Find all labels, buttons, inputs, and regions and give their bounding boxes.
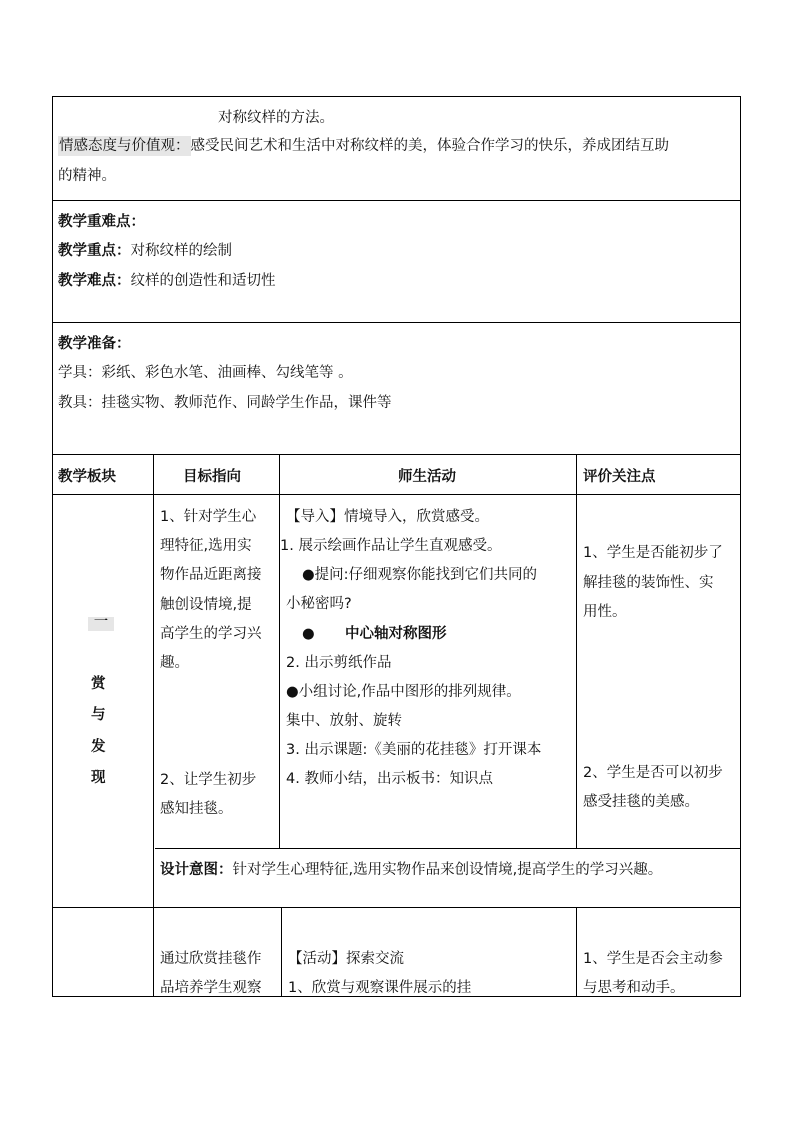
goal-line: 感知挂毯。	[160, 801, 233, 817]
activity-line: ●小组讨论,作品中图形的排列规律。	[286, 684, 521, 700]
design-intent	[160, 858, 662, 879]
activity-line: ●提问:仔细观察你能找到它们共同的	[302, 567, 538, 583]
design-intent-text: 针对学生心理特征,选用实物作品来创设情境,提高学生的学习兴趣。	[232, 862, 663, 878]
objective-continuation: 对称纹样的方法。	[218, 110, 334, 126]
evaluation-line: 2、学生是否可以初步	[583, 765, 723, 781]
emotion-text: 感受民间艺术和生活中对称纹样的美，体验合作学习的快乐，养成团结互助	[190, 138, 669, 154]
emotion-text-continued: 的精神。	[58, 168, 116, 184]
activity-line: ● 中心轴对称图形	[302, 626, 447, 642]
difficulty-text: 纹样的创造性和适切性	[130, 273, 276, 289]
section-number: 一	[88, 614, 114, 631]
teacher-tools: 教具：挂毯实物、教师范作、同龄学生作品，课件等	[58, 395, 392, 411]
goal-line: 理特征,选用实	[160, 538, 252, 554]
activity-line: 2. 出示剪纸作品	[286, 655, 392, 671]
key-points-heading: 教学重难点：	[58, 214, 145, 230]
activity-line: 集中、放射、旋转	[286, 713, 402, 729]
activity-line: 【活动】探索交流	[288, 951, 404, 967]
header-activity: 师生活动	[398, 469, 456, 485]
goal-line: 2、让学生初步	[160, 772, 257, 788]
emotion-objective-line	[58, 134, 669, 155]
design-intent-label: 设计意图：	[160, 862, 233, 878]
goal-line: 趣。	[160, 655, 189, 671]
goal-line: 1、针对学生心	[160, 509, 257, 525]
evaluation-line: 1、学生是否会主动参	[583, 951, 723, 967]
activity-line: 1. 展示绘画作品让学生直观感受。	[280, 538, 502, 554]
activity-line: 【导入】情境导入，欣赏感受。	[286, 509, 489, 525]
section-title-char: 发	[91, 739, 106, 755]
goal-line: 物作品近距离接	[160, 567, 262, 583]
header-goal: 目标指向	[183, 469, 241, 485]
activity-line: 3. 出示课题:《美丽的花挂毯》打开课本	[286, 742, 542, 758]
goal-line: 通过欣赏挂毯作	[160, 951, 262, 967]
evaluation-line: 用性。	[583, 604, 627, 620]
section-title-char: 赏	[91, 676, 106, 692]
goal-line: 触创设情境,提	[160, 597, 252, 613]
teaching-focus	[58, 239, 232, 260]
evaluation-line: 1、学生是否能初步了	[583, 545, 723, 561]
section-title-char: 现	[91, 770, 106, 786]
evaluation-line: 感受挂毯的美感。	[583, 794, 699, 810]
header-teaching-block: 教学板块	[58, 469, 116, 485]
emotion-label: 情感态度与价值观：	[59, 138, 190, 154]
focus-label: 教学重点：	[58, 243, 131, 259]
header-evaluation: 评价关注点	[583, 469, 656, 485]
focus-text: 对称纹样的绘制	[130, 243, 232, 259]
activity-line: 1、欣赏与观察课件展示的挂	[288, 980, 472, 996]
activity-line: 小秘密吗?	[286, 596, 352, 612]
evaluation-line: 与思考和动手。	[583, 980, 685, 996]
section-title-char: 与	[91, 707, 106, 723]
difficulty-label: 教学难点：	[58, 273, 131, 289]
preparation-heading: 教学准备：	[58, 336, 131, 352]
evaluation-line: 解挂毯的装饰性、实	[583, 575, 714, 591]
teaching-difficulty	[58, 269, 276, 290]
student-tools: 学具：彩纸、彩色水笔、油画棒、勾线笔等 。	[58, 365, 353, 381]
goal-line: 高学生的学习兴	[160, 626, 262, 642]
goal-line: 品培养学生观察	[160, 980, 262, 996]
activity-line: 4. 教师小结，出示板书：知识点	[286, 771, 493, 787]
